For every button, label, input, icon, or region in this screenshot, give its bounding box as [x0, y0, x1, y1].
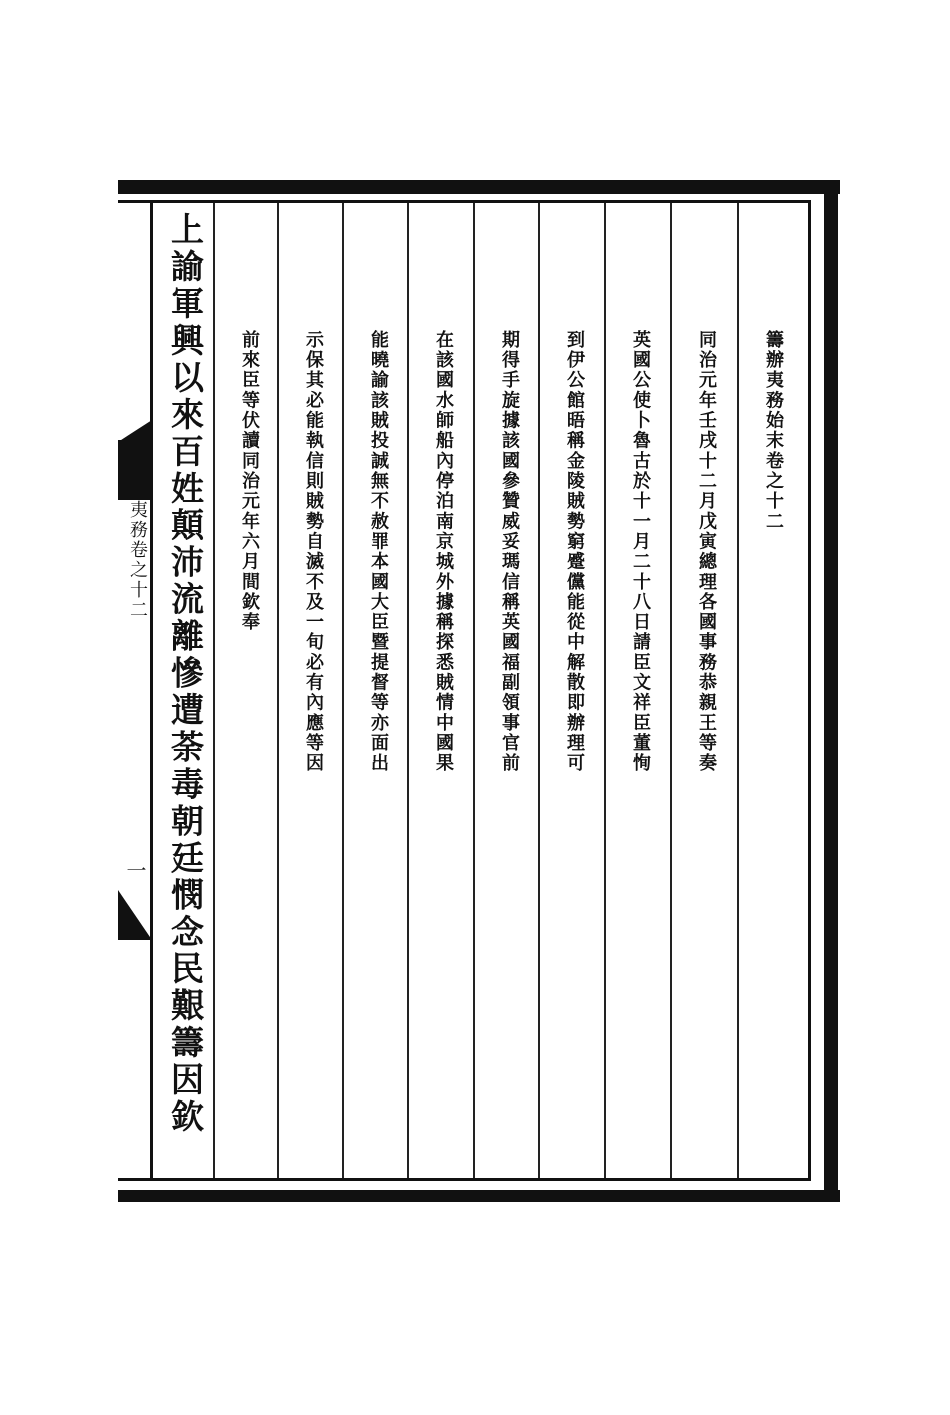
text-column: 示保其必能執信則賊勢自滅不及一旬必有內應等因	[303, 330, 324, 774]
text-column: 在該國水師船內停泊南京城外據稱探悉賊情中國果	[433, 330, 454, 774]
margin-book-title: 夷務卷之十二	[127, 500, 148, 620]
frame-top-inner-border	[118, 200, 811, 203]
frame-right-inner-border	[808, 200, 811, 1180]
fish-tail-mark-bottom	[118, 890, 152, 940]
text-column: 英國公使卜魯古於十一月二十八日請臣文祥臣董恂	[630, 330, 651, 774]
text-column: 前來臣等伏讀同治元年六月間欽奉	[239, 330, 260, 633]
text-column: 到伊公館晤稱金陵賊勢窮蹙儻能從中解散即辦理可	[564, 330, 585, 774]
text-column: 期得手旋據該國參贊威妥瑪信稱英國福副領事官前	[499, 330, 520, 774]
frame-top-border	[118, 180, 840, 194]
margin-page-number: 一	[123, 860, 147, 880]
text-column: 能曉諭該賊投誠無不赦罪本國大臣暨提督等亦面出	[368, 330, 389, 774]
text-column: 同治元年壬戌十二月戊寅總理各國事務恭親王等奏	[696, 330, 717, 774]
text-column: 上諭軍興以來百姓顛沛流離慘遭荼毒朝廷憫念民艱籌因欽	[166, 212, 205, 1136]
fish-tail-mark-top	[118, 420, 152, 442]
text-column-title: 籌辦夷務始末卷之十二	[763, 330, 784, 532]
frame-right-border	[824, 180, 838, 1202]
fish-tail-mark	[118, 440, 152, 500]
